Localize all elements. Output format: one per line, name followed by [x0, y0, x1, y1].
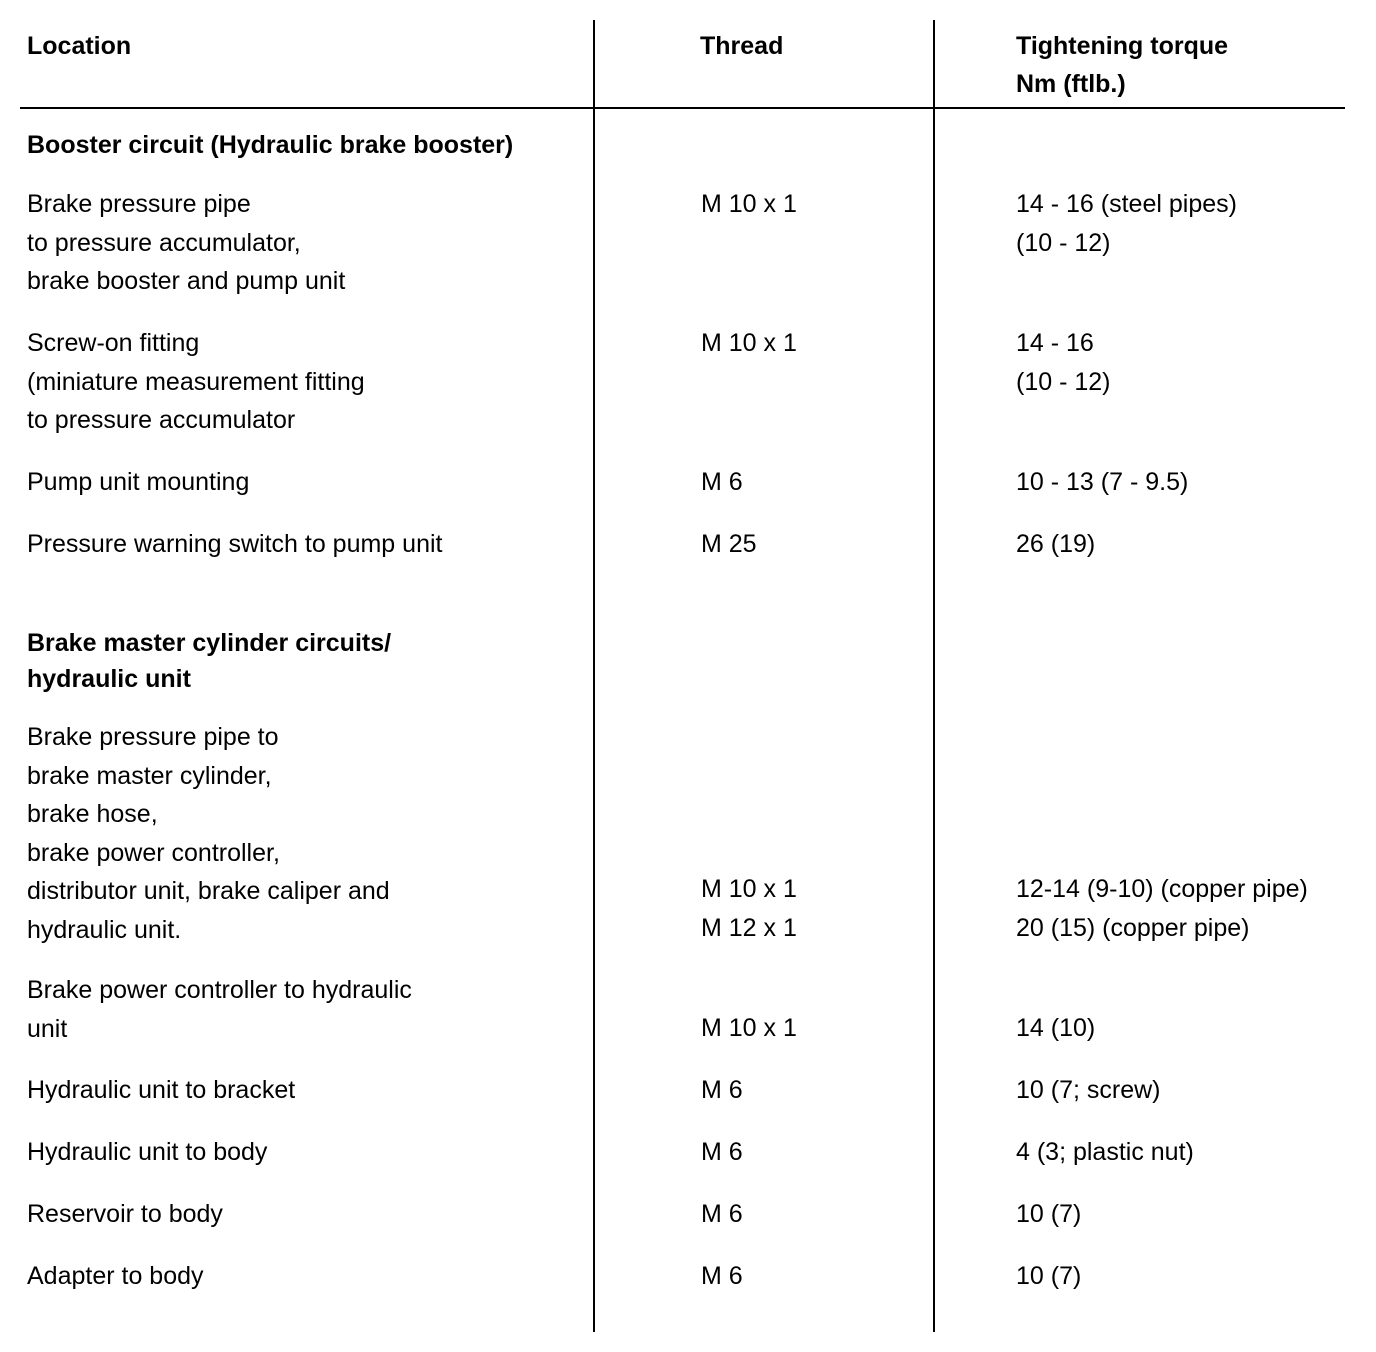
row-torque: 12-14 (9-10) (copper pipe) 20 (15) (copper pipe) [1016, 875, 1308, 942]
row-thread: M 10 x 1 M 12 x 1 [701, 875, 797, 942]
header-location: Location [27, 32, 132, 60]
row-location: Pump unit mounting [27, 468, 250, 496]
row-torque: 14 - 16 (steel pipes) (10 - 12) [1016, 190, 1237, 257]
row-thread: M 10 x 1 [701, 190, 797, 218]
row-torque: 10 (7) [1016, 1262, 1082, 1290]
column-divider-1 [593, 20, 595, 1332]
header-rule [20, 107, 1345, 109]
row-thread: M 6 [701, 1262, 743, 1290]
row-thread: M 6 [701, 468, 743, 496]
row-thread: M 10 x 1 [701, 329, 797, 357]
row-torque: 10 - 13 (7 - 9.5) [1016, 468, 1189, 496]
row-thread: M 6 [701, 1200, 743, 1228]
row-location: Hydraulic unit to body [27, 1138, 268, 1166]
row-thread: M 25 [701, 530, 757, 558]
row-torque: 10 (7; screw) [1016, 1076, 1161, 1104]
row-location: Brake pressure pipe to pressure accumulator, brake booster and pump unit [27, 190, 346, 295]
header-torque: Tightening torque Nm (ftlb.) [1016, 32, 1229, 98]
row-torque: 26 (19) [1016, 530, 1096, 558]
section-title-master-cylinder: Brake master cylinder circuits/ hydraulic unit [27, 629, 392, 693]
row-location: Reservoir to body [27, 1200, 223, 1228]
row-torque: 14 (10) [1016, 1014, 1096, 1042]
row-torque: 14 - 16 (10 - 12) [1016, 329, 1111, 396]
row-torque: 4 (3; plastic nut) [1016, 1138, 1194, 1166]
row-location: Screw-on fitting (miniature measurement fitting to pressure accumulator [27, 329, 365, 434]
section-title-booster: Booster circuit (Hydraulic brake booster) [27, 131, 514, 159]
row-location: Hydraulic unit to bracket [27, 1076, 296, 1104]
row-location: Adapter to body [27, 1262, 204, 1290]
header-thread: Thread [700, 32, 784, 60]
row-torque: 10 (7) [1016, 1200, 1082, 1228]
row-location: Brake pressure pipe to brake master cylinder, brake hose, brake power controller, distributor unit, brake caliper and hydraulic unit. [27, 723, 390, 944]
row-thread: M 6 [701, 1076, 743, 1104]
row-location: Pressure warning switch to pump unit [27, 530, 443, 558]
row-thread: M 6 [701, 1138, 743, 1166]
row-thread: M 10 x 1 [701, 1014, 797, 1042]
row-location: Brake power controller to hydraulic unit [27, 976, 412, 1043]
column-divider-2 [933, 20, 935, 1332]
